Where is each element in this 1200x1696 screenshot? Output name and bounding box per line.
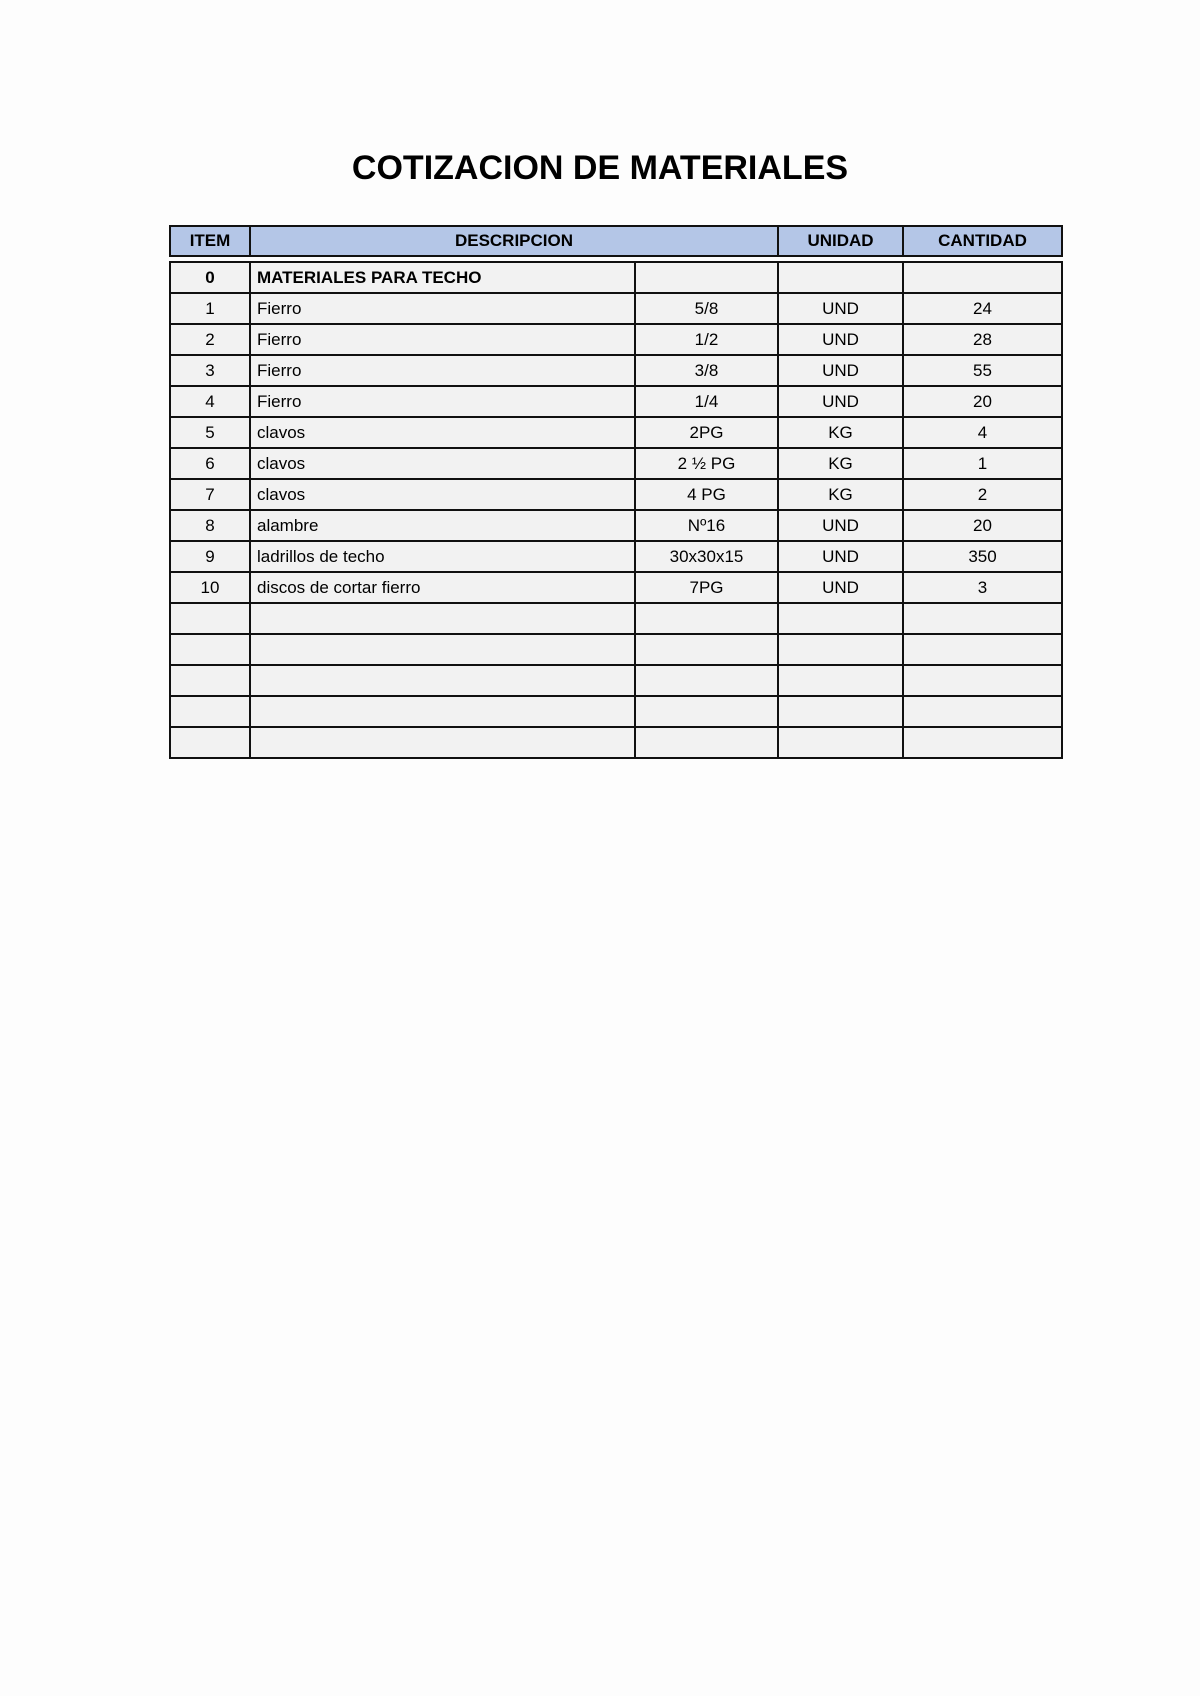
cell-item: 2 — [170, 324, 250, 355]
cell-description: Fierro — [250, 324, 635, 355]
cell-unit: KG — [778, 417, 903, 448]
cell-description — [250, 665, 635, 696]
cell-unit: UND — [778, 541, 903, 572]
cell-unit: KG — [778, 448, 903, 479]
cell-quantity — [903, 696, 1062, 727]
cell-description: MATERIALES PARA TECHO — [250, 262, 635, 293]
cell-quantity: 350 — [903, 541, 1062, 572]
cell-quantity: 2 — [903, 479, 1062, 510]
cell-item: 1 — [170, 293, 250, 324]
cell-item: 6 — [170, 448, 250, 479]
header-unidad: UNIDAD — [778, 226, 903, 256]
cell-unit — [778, 727, 903, 758]
cell-description: Fierro — [250, 355, 635, 386]
table-row — [170, 355, 1062, 386]
cell-spec: 1/4 — [635, 386, 778, 417]
table-row — [170, 541, 1062, 572]
cell-unit: UND — [778, 386, 903, 417]
table-row — [170, 386, 1062, 417]
cell-description — [250, 634, 635, 665]
cell-unit — [778, 665, 903, 696]
cell-description: clavos — [250, 448, 635, 479]
header-item: ITEM — [170, 226, 250, 256]
table-row — [170, 727, 1062, 758]
table-row — [170, 665, 1062, 696]
table-row — [170, 696, 1062, 727]
cell-spec: 30x30x15 — [635, 541, 778, 572]
cell-quantity: 28 — [903, 324, 1062, 355]
table-row — [170, 262, 1062, 293]
cell-quantity: 20 — [903, 386, 1062, 417]
cell-spec: 3/8 — [635, 355, 778, 386]
cell-item — [170, 603, 250, 634]
cell-description: clavos — [250, 417, 635, 448]
cell-quantity — [903, 665, 1062, 696]
cell-spec: 7PG — [635, 572, 778, 603]
cell-description: clavos — [250, 479, 635, 510]
cell-description: alambre — [250, 510, 635, 541]
cell-quantity — [903, 727, 1062, 758]
cell-quantity — [903, 262, 1062, 293]
cell-description: discos de cortar fierro — [250, 572, 635, 603]
cell-spec — [635, 665, 778, 696]
cell-unit: UND — [778, 324, 903, 355]
materials-table — [169, 261, 1063, 759]
cell-spec: Nº16 — [635, 510, 778, 541]
header-row — [170, 226, 1062, 256]
cell-unit — [778, 696, 903, 727]
cell-quantity: 20 — [903, 510, 1062, 541]
cell-spec: 2PG — [635, 417, 778, 448]
cell-item: 8 — [170, 510, 250, 541]
cell-quantity: 3 — [903, 572, 1062, 603]
cell-spec: 5/8 — [635, 293, 778, 324]
cell-item: 5 — [170, 417, 250, 448]
table-row — [170, 479, 1062, 510]
table-row — [170, 634, 1062, 665]
cell-spec: 1/2 — [635, 324, 778, 355]
table-body — [170, 262, 1062, 758]
cell-unit: UND — [778, 510, 903, 541]
cell-item — [170, 665, 250, 696]
cell-spec — [635, 262, 778, 293]
cell-quantity — [903, 603, 1062, 634]
header-cantidad: CANTIDAD — [903, 226, 1062, 256]
cell-unit: UND — [778, 572, 903, 603]
cell-unit: KG — [778, 479, 903, 510]
cell-description — [250, 727, 635, 758]
cell-item — [170, 727, 250, 758]
table-row — [170, 448, 1062, 479]
cell-unit — [778, 262, 903, 293]
cell-spec: 4 PG — [635, 479, 778, 510]
cell-item: 3 — [170, 355, 250, 386]
cell-unit: UND — [778, 355, 903, 386]
table-row — [170, 417, 1062, 448]
cell-item: 10 — [170, 572, 250, 603]
cell-spec: 2 ½ PG — [635, 448, 778, 479]
cell-item: 9 — [170, 541, 250, 572]
cell-item: 0 — [170, 262, 250, 293]
cell-spec — [635, 603, 778, 634]
cell-item: 7 — [170, 479, 250, 510]
cell-item — [170, 696, 250, 727]
cell-description — [250, 696, 635, 727]
cell-quantity: 55 — [903, 355, 1062, 386]
cell-quantity: 4 — [903, 417, 1062, 448]
table-header — [169, 225, 1063, 257]
cell-quantity — [903, 634, 1062, 665]
cell-description: Fierro — [250, 293, 635, 324]
cell-unit: UND — [778, 293, 903, 324]
cell-description: ladrillos de techo — [250, 541, 635, 572]
cell-unit — [778, 634, 903, 665]
table-row — [170, 293, 1062, 324]
header-descripcion: DESCRIPCION — [250, 226, 778, 256]
table-row — [170, 603, 1062, 634]
cell-quantity: 1 — [903, 448, 1062, 479]
table-row — [170, 510, 1062, 541]
page-title: COTIZACION DE MATERIALES — [351, 149, 849, 187]
cell-spec — [635, 634, 778, 665]
cell-spec — [635, 727, 778, 758]
cell-item: 4 — [170, 386, 250, 417]
table-row — [170, 572, 1062, 603]
cell-unit — [778, 603, 903, 634]
cell-description: Fierro — [250, 386, 635, 417]
table-row — [170, 324, 1062, 355]
cell-item — [170, 634, 250, 665]
cell-quantity: 24 — [903, 293, 1062, 324]
cell-description — [250, 603, 635, 634]
cell-spec — [635, 696, 778, 727]
